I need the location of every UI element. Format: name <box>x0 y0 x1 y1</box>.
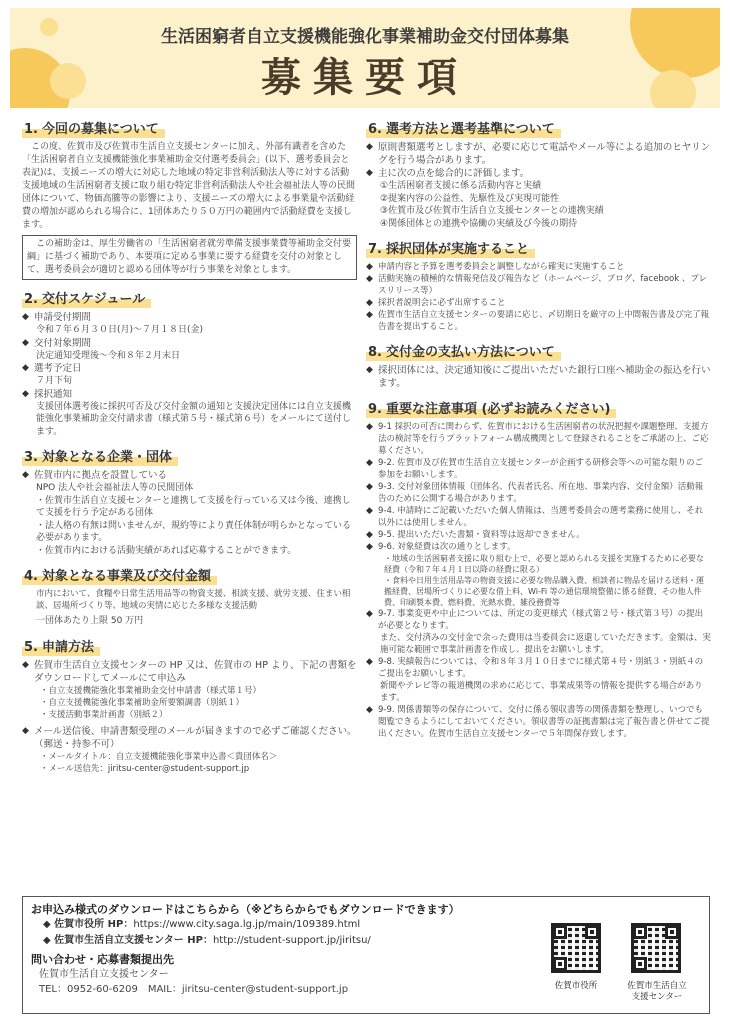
center-link-row <box>43 933 701 949</box>
mail-title: ・メールタイトル：自立支援機能強化事業申込書＜貴団体名＞ <box>40 751 278 762</box>
section-2 <box>22 288 357 438</box>
notice-item-detail: 新聞やテレビ等の報道機関の求めに応じて、事業成果等の情報を提供する場合があります。 <box>380 681 703 703</box>
paragraph: この補助金は、厚生労働省の「生活困窮者就労準備支援事業費等補助金交付要綱」に基づく補助であり、本要項に定める事業に要する経費を交付の対象として、選考委員会が適切と認める団体等が行う事業を対象とします。 <box>27 239 352 275</box>
list-item: ◆ 採択通知 <box>22 388 357 401</box>
list-item: ◆ 申請受付期間 <box>22 311 357 324</box>
notice-item: ◆ 9-1 採択の可否に関わらず、佐賀市における生活困窮者の状況把握や課題整理、支援方法の検討等を行うプラットフォーム構成機関として登録されることをご承諾の上、ご応募ください。 <box>366 421 711 457</box>
qr-label-city: 佐賀市役所 <box>554 981 598 991</box>
section-4 <box>22 565 357 628</box>
qr-label-center-line1: 佐賀市生活自立 <box>627 981 687 991</box>
page-header <box>10 8 720 108</box>
section-heading <box>22 565 217 585</box>
notice-item-detail: また、交付済みの交付金で余った費用は当委員会に返還していただきます。金額は、実施可能な範囲で事業計画書を作成し、提出をお願いします。 <box>380 633 711 655</box>
qr-code-city-icon[interactable] <box>551 923 601 973</box>
page-title: 募集要項 <box>261 55 469 101</box>
section-6 <box>366 118 711 230</box>
list-item: ◆ 選考予定日 <box>22 362 357 375</box>
section-number: 6. <box>368 122 382 137</box>
contact-title: 問い合わせ・応募書類提出先 <box>31 953 174 966</box>
list-item: ◆ 佐賀市生活自立支援センターの HP 又は、佐賀市の HP より、下記の書類をダウンロードしてメールにて申込み <box>22 659 357 685</box>
criteria-item: ④関係団体との連携や協働の実績及び今後の期待 <box>380 218 578 229</box>
notice-item: ◆ 9-2. 佐賀市及び佐賀市生活自立支援センターが企画する研修会等への可能な限りのご参加をお願いします。 <box>366 457 711 481</box>
list-item: ◆ メール送信後、申請書類受理のメールが届きますので必ずご確認ください。（郵送・持参不可） <box>22 725 357 751</box>
section-number: 7. <box>368 242 382 257</box>
section-title: 交付スケジュール <box>41 292 146 307</box>
list-item-detail: ７月下旬 <box>36 376 73 386</box>
notice-item: ◆ 9-6. 対象経費は次の通りとします。 <box>366 541 711 553</box>
section-title: 選考方法と選考基準について <box>385 122 555 137</box>
criteria-item: ①生活困窮者支援に係る活動内容と実績 <box>380 181 542 191</box>
list-item: ◆ 交付対象期間 <box>22 337 357 350</box>
center-link-label: ◆ 佐賀市生活自立支援センター HP： <box>43 935 213 946</box>
list-item-detail: 支援団体選考後に採択可否及び交付金額の通知と支援決定団体には自立支援機能強化事業補助金交付請求書（様式第５号・様式第６号）をメールにて送付します。 <box>36 401 352 437</box>
qr-label-center-line2: 支援センター <box>631 992 683 1002</box>
section-title: 申請方法 <box>41 639 94 655</box>
notice-item: ◆ 9-9. 関係書類等の保存について、交付に係る領収書等の関係書類を整理し、いつでも閲覧できるようにしておいてください。領収書等の証拠書類は完了報告書と併せてご提出ください。佐賀市生活自立支援センターで５年間保存致します。 <box>366 704 711 740</box>
section-number: 9. <box>368 402 382 417</box>
section-heading <box>22 446 178 466</box>
mail-address[interactable]: ・メール送信先：jiritsu-center@student-support.jp <box>40 763 250 774</box>
city-link-label: ◆ 佐賀市役所 HP： <box>43 919 134 930</box>
section-1 <box>22 118 357 280</box>
section-heading <box>366 398 616 418</box>
section-7 <box>366 238 711 333</box>
notice-item: ◆ 9-4. 申請時にご記載いただいた個人情報は、当選考委員会の選考業務に使用し、それ以外には使用しません。 <box>366 505 711 529</box>
notice-item: ◆ 9-7. 事業変更や中止については、所定の変更様式（様式第２号・様式第３号）の提出が必要となります。 <box>366 608 711 632</box>
section-heading <box>22 118 165 138</box>
section-number: 8. <box>368 345 382 360</box>
list-item: ◆ 申請内容と予算を選考委員会と調整しながら確実に実施すること <box>366 261 711 273</box>
list-item: ◆ 佐賀市生活自立支援センターの要請に応じ、〆切期日を厳守の上中間報告書及び完了報告書を提出すること。 <box>366 309 711 333</box>
list-item: ◆ 佐賀市内に拠点を設置している <box>22 469 357 482</box>
section-3 <box>22 446 357 557</box>
list-item: ◆ 活動実施の積極的な情報発信及び報告など（ホームページ、ブログ、facebook 、プレスリリース等） <box>366 273 711 297</box>
section-heading <box>22 636 100 656</box>
download-title: お申込み様式のダウンロードはこちらから（※どちらからでもダウンロードできます） <box>31 903 460 916</box>
note-box <box>22 235 357 280</box>
section-title: 対象となる企業・団体 <box>41 450 172 465</box>
qr-label-center <box>617 981 697 1003</box>
section-5 <box>22 636 357 775</box>
list-item-detail: ・法人格の有無は問いませんが、規約等により責任体制が明らかとなっている必要があります。 <box>36 520 352 543</box>
section-title: 対象となる事業及び交付金額 <box>41 569 211 584</box>
section-title: 重要な注意事項 (必ずお読みください) <box>385 402 611 417</box>
list-item-detail: ・佐賀市内における活動実績があれば応募することができます。 <box>36 545 297 556</box>
list-item: ◆ 採択団体には、決定通知後にご提出いただいた銀行口座へ補助金の振込を行います。 <box>366 364 711 390</box>
contact-org: 佐賀市生活自立支援センター <box>39 969 169 980</box>
section-heading <box>366 238 535 258</box>
section-9 <box>366 398 711 740</box>
footer-box <box>22 896 710 1014</box>
section-number: 3. <box>24 450 38 465</box>
list-item: ◆ 主に次の点を総合的に評価します。 <box>366 167 711 180</box>
contact-line: TEL：0952-60-6209 MAIL：jiritsu-center@student-support.jp <box>39 984 349 995</box>
section-number: 1. <box>24 122 38 137</box>
section-number: 2. <box>24 292 38 307</box>
paragraph: この度、佐賀市及び佐賀市生活自立支援センターに加え、外部有識者を含めた「生活困窮者自立支援機能強化事業補助金交付選考委員会」(以下、選考委員会と表記)は、支援ニーズの増大に対応した地域の特定非営利活動法人等に対する活動支援地域の生活困窮者支援に取り組む特定非営利活動法人や社会福祉法人等の民間団体について、物価高騰等の影響により、支援ニーズの増大による事業量や活動経費の増加が認められる場合に、1団体あたり５０万円の範囲内で活動経費を支援します。 <box>22 142 356 230</box>
left-column <box>22 118 357 783</box>
section-title: 採択団体が実施すること <box>385 242 529 257</box>
list-item: ◆ 採択者説明会に必ず出席すること <box>366 297 711 309</box>
document-item: ・自立支援機能強化事業補助金交付申請書（様式第１号） <box>40 685 262 696</box>
list-item-detail: ・佐賀市生活自立支援センターと連携して支援を行っている又は今後、連携して支援を行う予定がある団体 <box>36 495 351 518</box>
city-url-link[interactable]: https://www.city.saga.lg.jp/main/109389.html <box>133 919 361 930</box>
list-item-detail: NPO 法人や社会福祉法人等の民間団体 <box>36 483 194 493</box>
section-title: 今回の募集について <box>41 122 159 137</box>
paragraph: 市内において、食糧や日常生活用品等の物資支援、相談支援、就労支援、住まい相談、居場所づくり等、地域の実情に応じた多様な支援活動 <box>36 589 351 611</box>
notice-subitem: ・地域の生活困窮者支援に取り組む上で、必要と認められる支援を実施するために必要な経費（令和７年４月１日以降の経費に限る） <box>384 554 704 574</box>
city-link-row <box>43 917 701 933</box>
qr-code-center-icon[interactable] <box>631 923 681 973</box>
notice-item: ◆ 9-8. 実績報告については、令和８年３月１０日までに様式第４号・別紙３・別紙４のご提出をお願いします。 <box>366 656 711 680</box>
section-8 <box>366 341 711 390</box>
section-title: 交付金の支払い方法について <box>385 345 555 360</box>
criteria-item: ③佐賀市及び佐賀市生活自立支援センターとの連携実績 <box>380 206 604 216</box>
list-item-detail: 令和７年６月３０日(月)～７月１８日(金) <box>36 325 204 335</box>
header-subtitle: 生活困窮者自立支援機能強化事業補助金交付団体募集 <box>161 27 569 47</box>
list-item: ◆ 原則書類選考としますが、必要に応じて電話やメール等による追加のヒヤリングを行う場合があります。 <box>366 141 711 167</box>
section-number: 4. <box>24 569 38 584</box>
section-heading <box>366 341 561 361</box>
criteria-item: ②提案内容の公益性、先駆性及び実現可能性 <box>380 193 560 204</box>
amount-limit: 一団体あたり上限 50 万円 <box>36 616 144 626</box>
document-item: ・支援活動事業計画書（別紙２） <box>40 709 168 720</box>
list-item-detail: 決定通知受理後～令和８年２月末日 <box>36 350 181 361</box>
right-column <box>366 118 711 748</box>
section-heading <box>366 118 561 138</box>
section-heading <box>22 288 151 308</box>
notice-item: ◆ 9-3. 交付対象団体情報（団体名、代表者氏名、所在地、事業内容、交付金額）活動報告のために公開する場合があります。 <box>366 481 711 505</box>
notice-subitem: ・食料や日用生活用品等の物資支援に必要な物品購入費、相談者に物品を届ける送料・運搬経費、居場所づくりに必要な借上料、Wi-Fi 等の通信環境整備に係る経費、その他人件費、印刷製本費、燃料費、光熱水費、雑役務費等 <box>384 576 704 607</box>
notice-item: ◆ 9-5. 提出いただいた書類・資料等は返却できません。 <box>366 529 711 541</box>
center-url-link[interactable]: http://student-support.jp/jiritsu/ <box>212 935 371 946</box>
document-item: ・自立支援機能強化事業補助金所要額調書（別紙１） <box>40 697 245 708</box>
section-number: 5. <box>24 639 38 655</box>
